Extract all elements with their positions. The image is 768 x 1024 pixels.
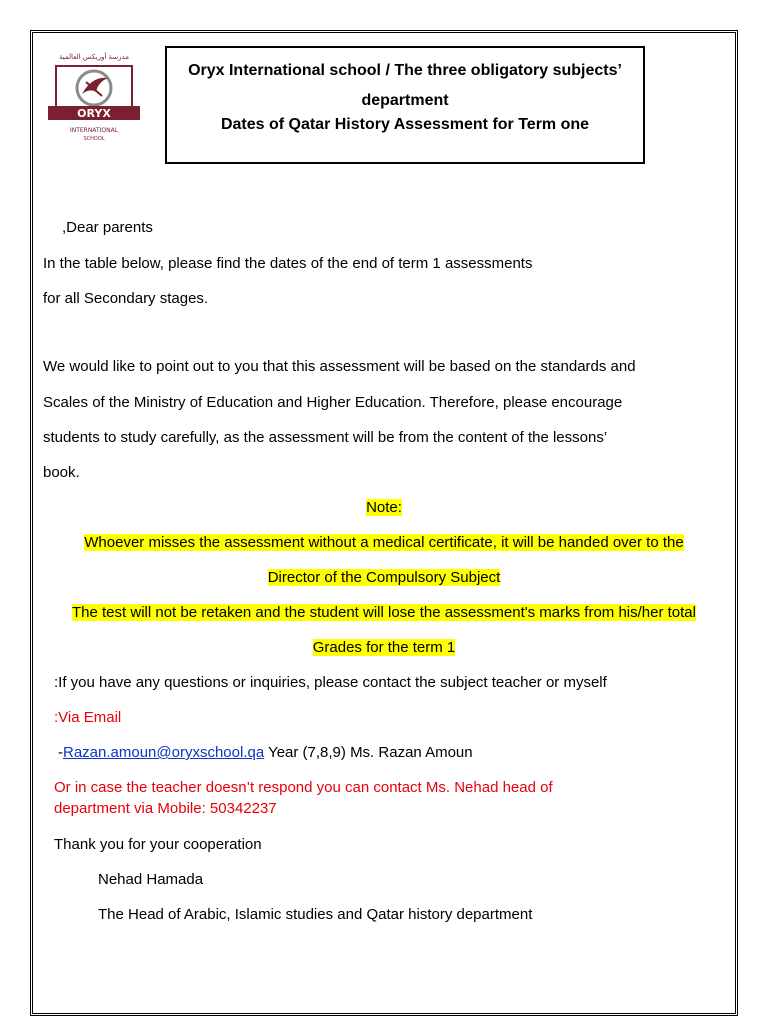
paragraph-line: for all Secondary stages.: [43, 290, 209, 307]
email-dash: -: [58, 744, 63, 761]
email-line-rest: Year (7,8,9) Ms. Razan Amoun: [264, 744, 473, 761]
paragraph-line: students to study carefully, as the assessment will be from the content of the lessons’: [43, 429, 608, 446]
email-line: [58, 744, 473, 761]
logo-sub-text-1: INTERNATIONAL: [69, 127, 119, 134]
note-line: [30, 604, 738, 621]
header-title: Oryx International school / The three obligatory subjects’ department: [188, 62, 622, 109]
note-title: Note:: [366, 499, 402, 516]
note-line: [30, 639, 738, 656]
logo-name-text: ORYX: [77, 107, 111, 120]
paragraph-line: book.: [43, 464, 80, 481]
thanks-text: Thank you for your cooperation: [54, 836, 262, 853]
email-link[interactable]: Razan.amoun@oryxschool.qa: [63, 744, 265, 761]
via-email-label: :Via Email: [54, 709, 122, 726]
logo-sub-text-2: SCHOOL: [83, 136, 105, 142]
logo-arabic-text: مدرسة أوريكس العالمية: [59, 53, 129, 61]
note-title-line: [30, 499, 738, 516]
note-text: Whoever misses the assessment without a medical certificate, it will be handed over to the: [84, 534, 684, 551]
alt-contact-line: Or in case the teacher doesn’t respond you can contact Ms. Nehad head of: [54, 779, 553, 796]
header-subtitle: Dates of Qatar History Assessment for Term one: [220, 116, 590, 133]
contact-intro: :If you have any questions or inquiries, please contact the subject teacher or myself: [54, 674, 607, 691]
note-text: The test will not be retaken and the student will lose the assessment's marks from his/her total: [72, 604, 696, 621]
page-border: [30, 30, 738, 1016]
paragraph-line: We would like to point out to you that this assessment will be based on the standards and: [43, 358, 636, 375]
note-line: [30, 534, 738, 551]
school-logo: [42, 48, 146, 152]
alt-contact-line: department via Mobile: 50342237: [54, 800, 277, 817]
greeting: ,Dear parents: [62, 219, 153, 236]
note-text: Grades for the term 1: [312, 639, 456, 656]
note-text: Director of the Compulsory Subject: [267, 569, 501, 586]
paragraph-line: In the table below, please find the dates of the end of term 1 assessments: [43, 255, 533, 272]
note-line: [30, 569, 738, 586]
signer-name: Nehad Hamada: [98, 871, 204, 888]
paragraph-line: Scales of the Ministry of Education and Higher Education. Therefore, please encourage: [43, 394, 623, 411]
signer-title: The Head of Arabic, Islamic studies and Qatar history department: [98, 906, 533, 923]
header-box: [165, 46, 645, 164]
